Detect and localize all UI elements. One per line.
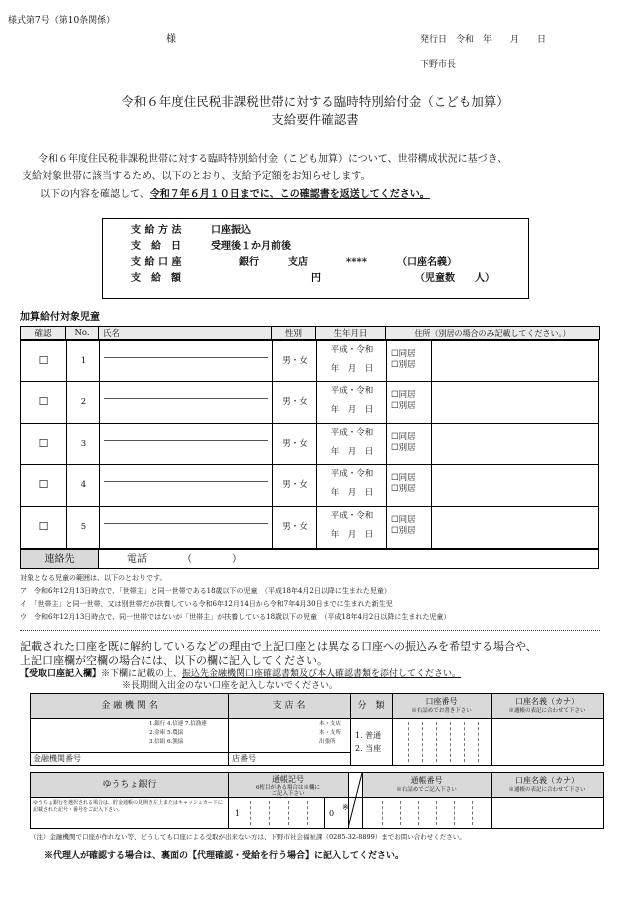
form-number: 様式第7号（第10条関係） [8,16,116,26]
sex-select[interactable]: 男・女 [282,522,308,533]
payment-box [102,218,529,299]
note-a: ア 令和6年12月13日時点で、「世帯主」と同一世帯である18歳以下の児童 （平成18年4月2日以降に生まれた児童） [20,587,391,595]
change-line2: 上記口座欄が空欄の場合には、以下の欄に記入してください。 [20,654,328,667]
col-check: 確認 [21,327,66,340]
confirm-checkbox[interactable]: ☐ [38,394,49,408]
branch-header: 支 店 名 [272,701,306,711]
bank-table [30,693,604,766]
contact-label: 連絡先 [21,550,99,569]
name-field[interactable] [104,424,268,441]
symbol-header-sub: 6桁目がある場合は※欄に [255,785,320,791]
name-field[interactable] [104,507,268,524]
sex-select[interactable]: 男・女 [282,396,308,407]
era-select[interactable]: 平成・令和 [330,511,374,522]
holder-header: 口座名義（カナ） [515,697,579,706]
slash-mark [348,773,362,828]
account-name: （口座名義） [397,257,457,268]
acct-header-sub: ※右詰めでお書き下さい [411,708,472,714]
col-sex: 性別 [272,327,316,340]
intro-line3-lead: 以下の内容を確認して、 [40,189,150,200]
change-warning: ※長期間入出金のない口座を記入しないでください。 [122,681,339,691]
change-line1: 記載された口座を既に解約しているなどの理由で上記口座とは異なる口座への振込みを希望する場合や、 [20,640,537,653]
addressee: 様 [166,34,176,45]
separate-checkbox[interactable]: ☐別居 [391,360,416,370]
bank-word: 銀行 [239,257,259,268]
method-label: 支 給 方 法 [131,225,182,236]
name-field[interactable] [104,465,268,482]
yucho-note: ゆうちょ銀行を選択される場合は、貯金通帳の見開き左上またはキャッシュカードに記載された記号・番号をご記入下さい。 [33,800,223,813]
child-row [20,507,599,549]
separate-checkbox[interactable]: ☐別居 [391,442,416,453]
branch-type-1: 本・支店 [319,721,342,727]
bank-type-1: 1.銀行 4.信連 7.信漁連 [149,721,207,727]
yucho-label: ゆうちょ銀行 [102,780,157,790]
symbol-zero: 0 [329,809,335,818]
yucho-table [30,772,604,829]
branch-word: 支店 [288,257,308,268]
branch-type-2: 本・支所 [319,730,342,736]
bank-type-3: 3.信組 6.漁協 [149,739,184,745]
holder-header-sub: ※通帳の表記に合わせて下さい [508,708,586,714]
bank-code-label: 金融機関番号 [33,754,81,763]
intro-line2: 支給対象世帯に該当するため、以下のとおり、支給予定額をお知らせします。 [22,171,371,182]
separate-checkbox[interactable]: ☐別居 [391,526,416,537]
class-ordinary[interactable]: 1. 普通 [355,731,382,740]
title-line1: 令和６年度住民税非課税世帯に対する臨時特別給付金（こども加算） [121,94,509,109]
bank-type-2: 2.金庫 5.農協 [149,730,184,736]
contact-row [20,549,599,569]
date-label: 支 給 日 [131,241,181,252]
birth-date[interactable]: 年 月 日 [330,530,374,541]
notes-lead: 対象となる児童の範囲は、以下のとおりです。 [20,574,167,582]
yen: 円 [311,273,321,284]
confirm-checkbox[interactable]: ☐ [38,520,49,534]
number-header: 通帳番号 [410,776,443,785]
yucho-holder-header: 口座名義（カナ） [515,776,579,785]
col-no: No. [66,327,99,340]
symbol-one: 1 [235,809,241,818]
birth-date[interactable]: 年 月 日 [330,488,374,499]
child-row [20,382,599,424]
col-name: 氏名 [99,327,272,340]
confirm-checkbox[interactable]: ☐ [38,354,49,367]
children-table [20,326,600,340]
child-number: 1 [80,356,87,366]
branch-number-label: 店番号 [232,754,256,763]
cohabit-checkbox[interactable]: ☐同居 [391,515,416,526]
child-number: 4 [80,480,87,491]
cohabit-checkbox[interactable]: ☐同居 [391,431,416,442]
symbol-header-sub2: ご記入下さい [271,791,305,797]
sex-select[interactable]: 男・女 [282,356,308,366]
symbol-mark: ※ [342,803,349,812]
class-header: 分 類 [357,701,385,711]
era-select[interactable]: 平成・令和 [330,345,374,355]
acct-header: 口座番号 [425,697,458,706]
proxy-note: ※代理人が確認する場合は、裏面の【代理確認・受給を行う場合】に記入してください。 [44,851,405,861]
account-label: 支 給 口 座 [131,257,182,268]
child-row [20,465,599,507]
branch-type-3: 出張所 [319,739,336,745]
children-section-title: 加算給付対象児童 [20,312,100,323]
inquiry-note: （注）金融機関で口座が作れない等、どうしても口座による受取が出来ない方は、下野市社会福祉課（0285-32-8899）までお問い合わせください。 [30,833,466,841]
separate-checkbox[interactable]: ☐別居 [391,484,416,495]
birth-date[interactable]: 年 月 日 [330,404,374,415]
cohabit-checkbox[interactable]: ☐同居 [391,389,416,400]
method-value: 口座振込 [211,225,251,236]
birth-date[interactable]: 年 月 日 [330,446,374,457]
child-count: （児童数 人） [415,273,495,284]
deadline: 令和７年６月１０日までに、この確認書を返送してください。 [149,189,430,200]
bank-name-header: 金 融 機 関 名 [101,701,158,711]
col-address: 住所（別居の場合のみ記載してください。） [386,327,600,340]
issue-date: 発行日 令和 年 月 日 [420,35,547,45]
name-field[interactable] [104,341,268,358]
child-row [20,340,599,382]
date-value: 受理後１か月前後 [211,241,291,252]
separate-checkbox[interactable]: ☐別居 [391,400,416,411]
yucho-holder-header-sub: ※通帳の表記に合わせて下さい [508,787,586,793]
change-box-label: 【受取口座記入欄】 [20,669,102,679]
issuer: 下野市長 [420,60,457,70]
sex-select[interactable]: 男・女 [282,480,308,491]
note-i: イ 「世帯主」と同一世帯、又は別世帯だが扶養している令和6年12月14日から令和7年4月30日までに生まれた新生児 [20,600,393,608]
amount-label: 支 給 額 [131,273,181,284]
change-attach: 振込先金融機関口座確認書類及び本人確認書類を添付してください。 [182,669,462,679]
intro-line3 [40,188,430,201]
era-select[interactable]: 平成・令和 [330,427,374,438]
confirm-checkbox[interactable]: ☐ [38,478,49,492]
change-instr: ※下欄に記載の上、 [101,669,183,679]
class-current[interactable]: 2. 当座 [355,744,382,753]
child-number: 2 [80,396,87,407]
birth-date[interactable]: 年 月 日 [330,364,374,374]
child-row [20,424,599,466]
confirm-checkbox[interactable]: ☐ [38,436,49,450]
note-u: ウ 令和6年12月13日時点で、同一世帯ではないが「世帯主」が扶養している18歳以下の児童 （平成18年4月2日以降に生まれた児童） [20,613,451,621]
phone-field[interactable]: 電話 （ ） [99,550,599,569]
child-number: 3 [80,438,87,449]
col-birth: 生年月日 [316,327,386,340]
sex-select[interactable]: 男・女 [282,438,308,449]
child-number: 5 [80,522,87,533]
number-header-sub: ※右詰めでご記入下さい [396,787,457,793]
era-select[interactable]: 平成・令和 [330,469,374,480]
intro-line1: 令和６年度住民税非課税世帯に対する臨時特別給付金（こども加算）について、世帯構成状況に基づき、 [38,154,508,165]
era-select[interactable]: 平成・令和 [330,385,374,396]
separator [20,630,600,631]
symbol-header: 通帳記号 [272,775,304,784]
name-field[interactable] [104,382,268,399]
masked-account: **** [346,257,367,268]
cohabit-checkbox[interactable]: ☐同居 [391,473,416,484]
cohabit-checkbox[interactable]: ☐同居 [391,349,416,359]
title-line2: 支給要件確認書 [271,112,359,127]
